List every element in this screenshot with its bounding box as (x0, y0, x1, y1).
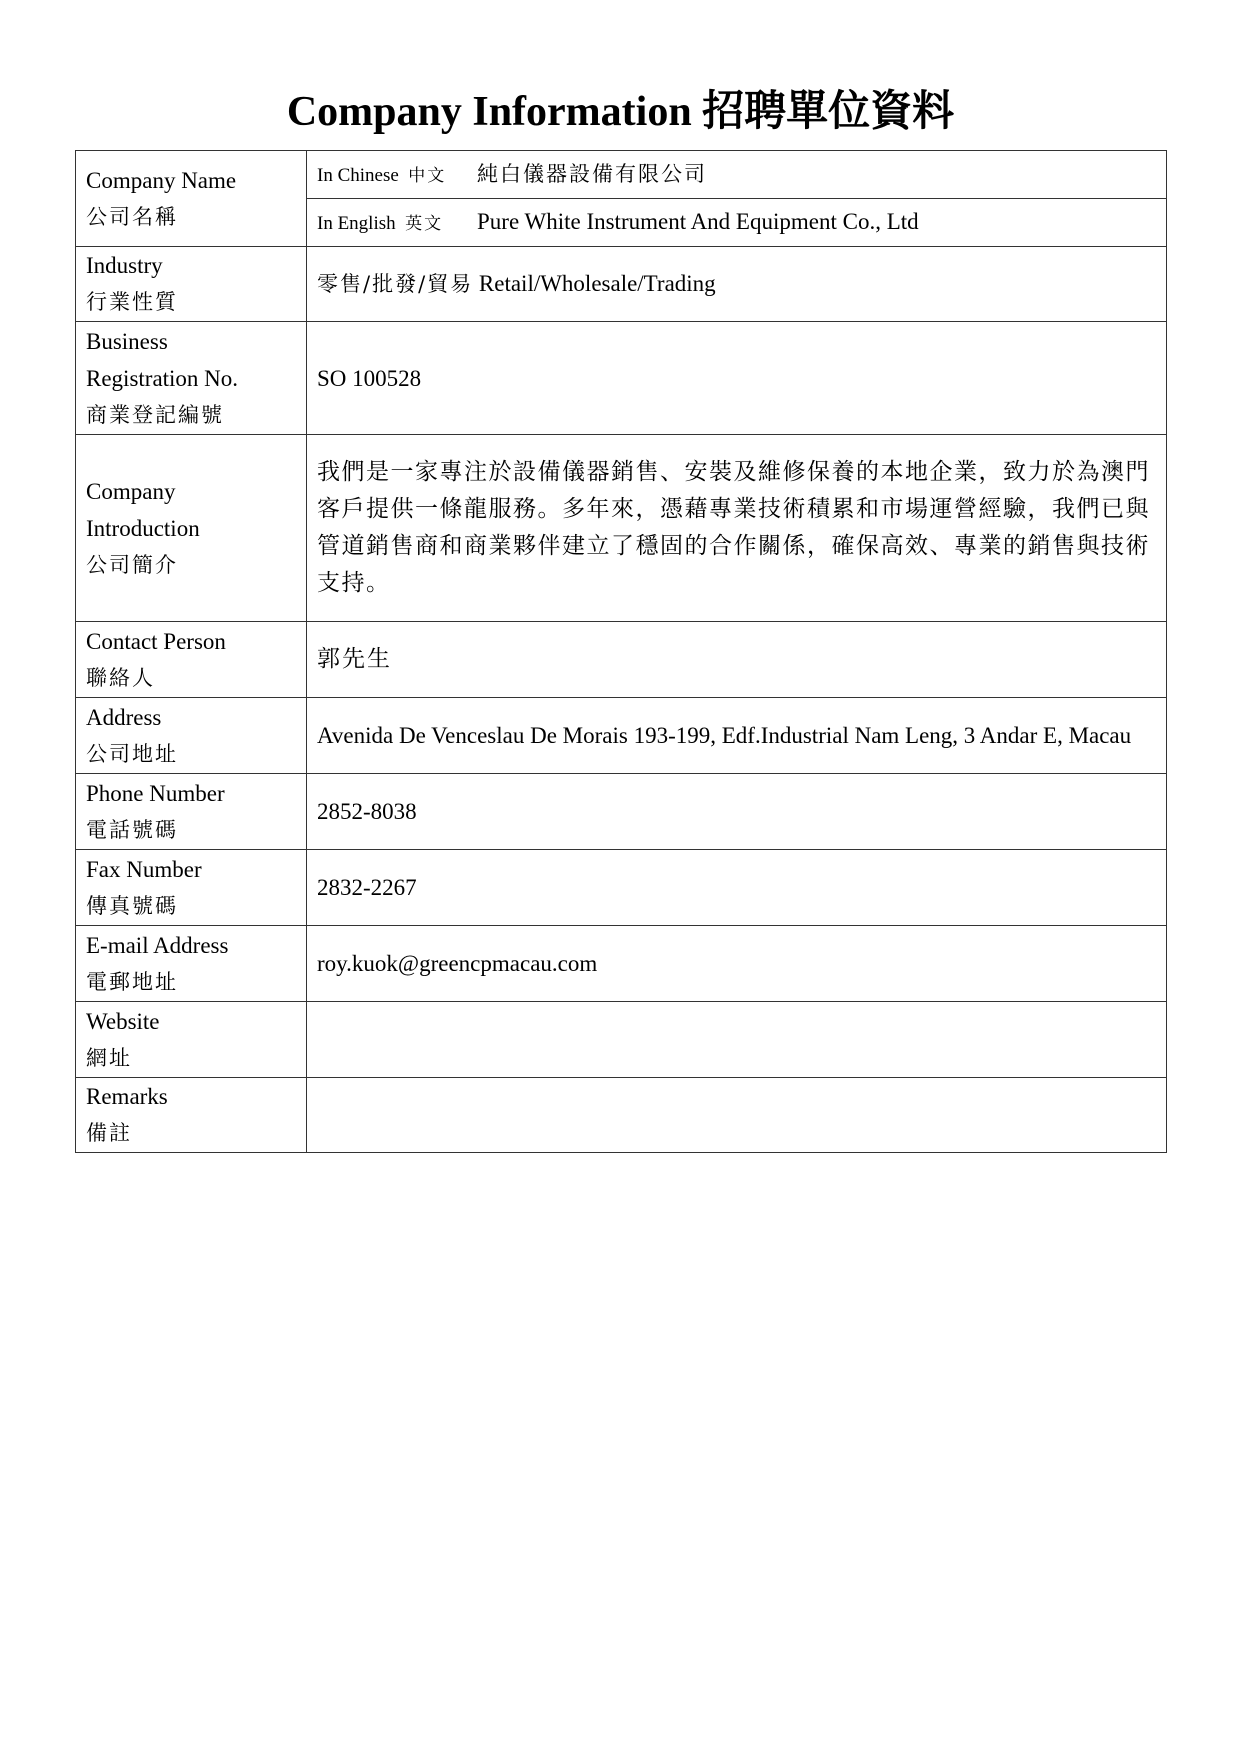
company-name-chinese-value: 純白儀器設備有限公司 (477, 161, 707, 186)
email-row (76, 926, 1167, 1002)
company-name-label-zh: 公司名稱 (86, 204, 178, 229)
industry-label: Industry 行業性質 (76, 247, 307, 322)
remarks-row (76, 1078, 1167, 1153)
registration-row (76, 322, 1167, 435)
address-value: Avenida De Venceslau De Morais 193-199, Edf.Industrial Nam Leng, 3 Andar E, Macau (307, 698, 1167, 774)
industry-row (76, 247, 1167, 322)
fax-label: Fax Number 傳真號碼 (76, 850, 307, 926)
introduction-row (76, 435, 1167, 622)
website-value (307, 1002, 1167, 1078)
company-info-table (75, 150, 1167, 1153)
remarks-value (307, 1078, 1167, 1153)
industry-value: 零售/批發/貿易 Retail/Wholesale/Trading (307, 247, 1167, 322)
company-name-chinese-cell (307, 151, 1167, 199)
phone-label: Phone Number 電話號碼 (76, 774, 307, 850)
contact-value: 郭先生 (307, 622, 1167, 698)
in-chinese-label: In Chinese 中文 (317, 164, 447, 186)
page-title: Company Information 招聘單位資料 (286, 89, 955, 135)
email-label: E-mail Address 電郵地址 (76, 926, 307, 1002)
phone-value: 2852-8038 (307, 774, 1167, 850)
company-name-label (76, 151, 307, 247)
company-name-label-en: Company Name (86, 167, 237, 193)
phone-row (76, 774, 1167, 850)
fax-row (76, 850, 1167, 926)
registration-label: Business Registration No. 商業登記編號 (76, 322, 307, 435)
introduction-value: 我們是一家專注於設備儀器銷售、安裝及維修保養的本地企業，致力於為澳門客戶提供一條龍服務。多年來，憑藉專業技術積累和市場運營經驗，我們已與管道銷售商和商業夥伴建立了穩固的合作關係，確保高效、專業的銷售與技術支持。 (307, 435, 1167, 622)
contact-label: Contact Person 聯絡人 (76, 622, 307, 698)
email-value: roy.kuok@greencpmacau.com (307, 926, 1167, 1002)
website-label: Website 網址 (76, 1002, 307, 1078)
remarks-label: Remarks 備註 (76, 1078, 307, 1153)
address-label: Address 公司地址 (76, 698, 307, 774)
website-row (76, 1002, 1167, 1078)
registration-value: SO 100528 (307, 322, 1167, 435)
company-name-english-value: Pure White Instrument And Equipment Co., Ltd (477, 208, 919, 234)
company-name-english-cell (307, 199, 1167, 247)
in-english-label: In English 英文 (317, 212, 444, 234)
introduction-label: Company Introduction 公司簡介 (76, 435, 307, 622)
company-name-row-chinese (76, 151, 1167, 199)
address-row (76, 698, 1167, 774)
contact-row (76, 622, 1167, 698)
fax-value: 2832-2267 (307, 850, 1167, 926)
